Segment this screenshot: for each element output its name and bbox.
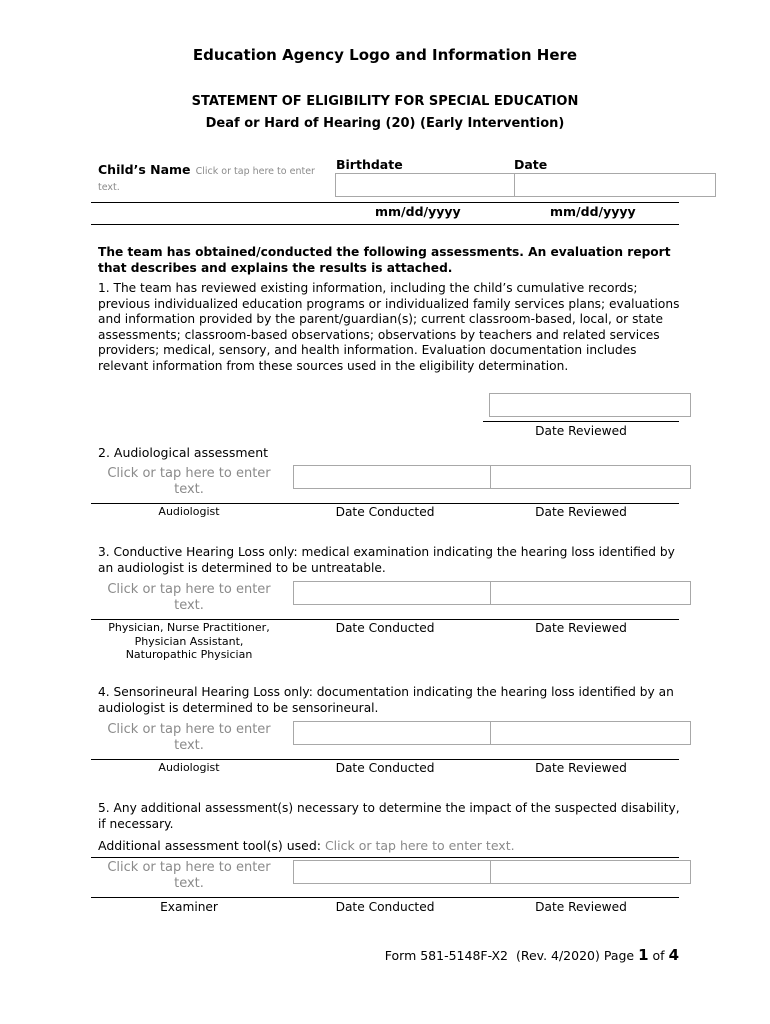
section5-heading: 5. Any additional assessment(s) necessary to determine the impact of the suspected disability, if necessary. [98,801,680,831]
section4-date-reviewed-input[interactable] [490,721,691,745]
section2-date-reviewed-label: Date Reviewed [535,505,627,519]
section3-date-reviewed-label: Date Reviewed [535,621,627,635]
section3-signer-line: Physician Assistant, [134,634,244,648]
birthdate-format: mm/dd/yyyy [375,204,461,219]
form-subtitle: Deaf or Hard of Hearing (20) (Early Intervention) [205,116,565,131]
divider [91,224,679,225]
page-number: 1 [638,946,649,964]
signature-line [91,759,679,760]
additional-tools-placeholder[interactable]: Click or tap here to enter text. [324,838,515,853]
section2-placeholder[interactable]: Click or tap here to enter text. [107,466,271,497]
signature-line [483,421,679,422]
page-footer [385,946,679,964]
intro-statement: The team has obtained/conducted the following assessments. An evaluation report that describes and explains the results is attached. [98,245,671,275]
section4-date-reviewed-label: Date Reviewed [535,761,627,775]
form-number: Form 581-5148F-X2 (Rev. 4/2020) Page [384,948,635,963]
section2-signer: Audiologist [158,505,220,518]
section4-date-conducted-label: Date Conducted [335,761,435,775]
section4-signer: Audiologist [158,761,220,774]
agency-header: Education Agency Logo and Information Here [192,46,578,64]
divider [91,202,679,203]
section5-date-reviewed-input[interactable] [490,860,691,884]
section4-date-conducted-input[interactable] [293,721,491,745]
birthdate-label: Birthdate [336,157,403,172]
signature-line [91,619,679,620]
page-of: of [652,948,665,963]
section2-date-conducted-input[interactable] [293,465,491,489]
child-name-field[interactable] [98,162,330,194]
section3-signer [98,621,280,662]
section5-date-conducted-label: Date Conducted [335,900,435,914]
form-title: STATEMENT OF ELIGIBILITY FOR SPECIAL EDUCATION [191,94,579,109]
date-format: mm/dd/yyyy [550,204,636,219]
section4-placeholder[interactable]: Click or tap here to enter text. [107,722,271,753]
page-total: 4 [668,946,679,964]
section1-date-reviewed-label: Date Reviewed [535,424,627,438]
signature-line [91,503,679,504]
section2-date-conducted-label: Date Conducted [335,505,435,519]
section3-date-conducted-label: Date Conducted [335,621,435,635]
signature-line [91,897,679,898]
divider [91,857,679,858]
additional-tools-field[interactable] [98,838,515,853]
section1-date-reviewed-input[interactable] [489,393,691,417]
section3-placeholder[interactable]: Click or tap here to enter text. [107,582,271,613]
date-input[interactable] [514,173,716,197]
birthdate-input[interactable] [335,173,515,197]
section3-signer-line: Physician, Nurse Practitioner, [108,621,270,634]
section2-heading: 2. Audiological assessment [98,445,269,460]
section2-date-reviewed-input[interactable] [490,465,691,489]
section3-signer-line: Naturopathic Physician [125,648,253,661]
section4-heading: 4. Sensorineural Hearing Loss only: documentation indicating the hearing loss identified by an audiologist is determined to be sensorineural. [98,685,674,715]
section3-date-reviewed-input[interactable] [490,581,691,605]
child-name-label: Child’s Name [98,162,191,177]
additional-tools-label: Additional assessment tool(s) used: [98,838,321,853]
section5-signer: Examiner [160,900,218,914]
section1-text: 1. The team has reviewed existing information, including the child’s cumulative records; previous individualized education programs or individualized family services plans; evaluations and information provided by the parent/guardian(s); current classroom-based, local, or state assessments; classroom-based observations; observations by teachers and related services providers; medical, sensory, and health information. Evaluation documentation includes relevant information from these sources used in the eligibility determination. [98,281,680,373]
section3-date-conducted-input[interactable] [293,581,491,605]
section5-placeholder[interactable]: Click or tap here to enter text. [107,860,271,891]
section5-date-conducted-input[interactable] [293,860,491,884]
section5-date-reviewed-label: Date Reviewed [535,900,627,914]
child-name-placeholder[interactable]: Click or tap here to enter text. [98,166,315,193]
date-label: Date [514,157,548,172]
section3-heading: 3. Conductive Hearing Loss only: medical examination indicating the hearing loss identified by an audiologist is determined to be untreatable. [98,545,675,575]
